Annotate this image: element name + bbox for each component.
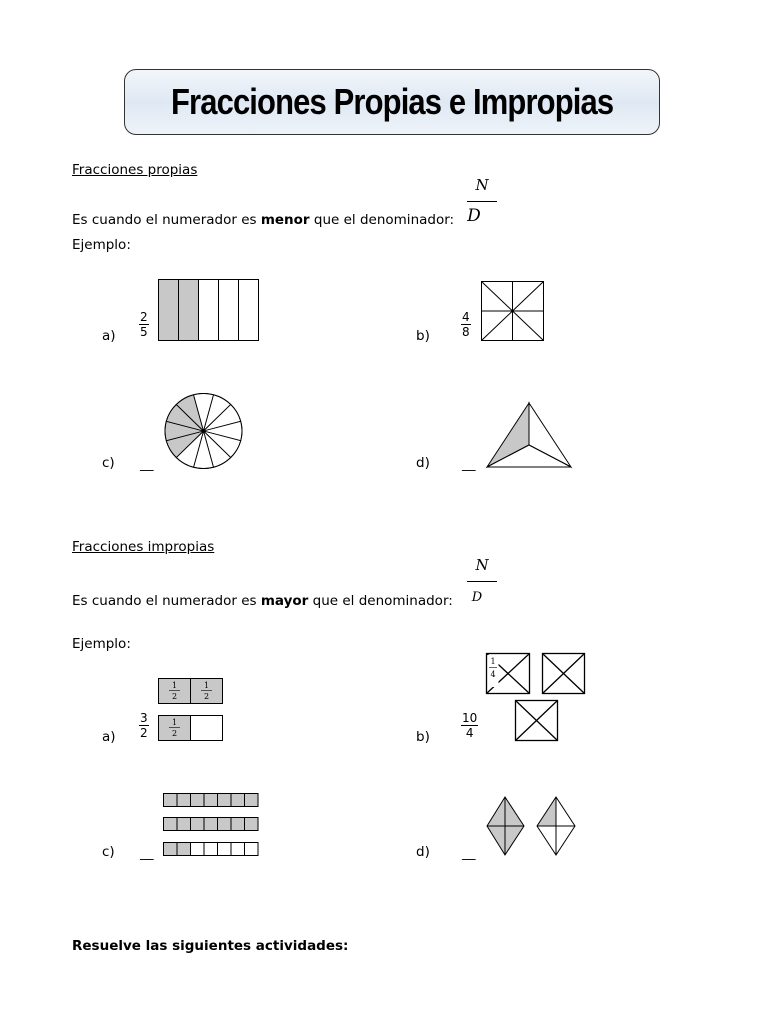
- page-title: Fracciones Propias e Impropias: [170, 81, 614, 122]
- proper-example-label: Ejemplo:: [72, 237, 131, 253]
- proper-example-a-fraction: [139, 310, 149, 339]
- quartered-square: [516, 701, 558, 741]
- fraction-denominator: 5: [140, 325, 148, 339]
- strip-cell: [164, 818, 178, 831]
- strip-cell: [218, 818, 232, 831]
- improper-symbol-numerator: N: [475, 556, 489, 574]
- strip-full-1: [164, 794, 259, 807]
- strip-cell: [231, 794, 245, 807]
- proper-example-b-fraction: [461, 310, 471, 339]
- strip-cell: [191, 794, 205, 807]
- strip-cell: [245, 843, 259, 856]
- strip-cell: [218, 794, 232, 807]
- improper-definition-start: Es cuando el numerador es: [72, 593, 261, 609]
- improper-definition: [72, 593, 453, 609]
- proper-definition-start: Es cuando el numerador es: [72, 212, 261, 228]
- diamond-full: [487, 797, 524, 855]
- proper-a-rectangle-figure: [158, 279, 260, 341]
- half-label-denominator: 2: [171, 729, 178, 738]
- half-label-denominator: 2: [171, 692, 178, 701]
- improper-b-squares-figure: [486, 652, 588, 744]
- activities-heading: Resuelve las siguientes actividades:: [72, 938, 349, 954]
- improper-definition-bold: mayor: [260, 593, 309, 609]
- diamond-partial: [537, 797, 575, 855]
- quartered-square: [543, 654, 585, 694]
- proper-example-c-label: c): [102, 455, 115, 471]
- strip-cell: [177, 818, 191, 831]
- improper-definition-end: que el denominador:: [308, 593, 453, 609]
- improper-c-strips-figure: [163, 793, 260, 858]
- improper-d-diamonds-figure: [486, 796, 578, 858]
- improper-example-label: Ejemplo:: [72, 636, 131, 652]
- half-label-numerator: 1: [171, 718, 178, 727]
- strip-cell: [191, 818, 205, 831]
- proper-heading: Fracciones propias: [72, 162, 198, 178]
- strip-cell: [177, 794, 191, 807]
- proper-example-d-label: d): [416, 455, 430, 471]
- improper-symbol-denominator: D: [471, 590, 483, 605]
- strip-full-2: [164, 818, 259, 831]
- proper-symbol-denominator: D: [467, 206, 481, 226]
- fraction-numerator: 3: [140, 711, 148, 725]
- proper-definition-end: que el denominador:: [309, 212, 455, 228]
- fraction-denominator: 4: [465, 726, 474, 740]
- strip-cell: [231, 818, 245, 831]
- fraction-numerator: 2: [140, 310, 148, 324]
- strip-cell: [164, 794, 178, 807]
- proper-d-triangle-figure: [486, 402, 572, 468]
- improper-example-b-fraction: [461, 711, 478, 740]
- improper-example-d-blank: __: [462, 845, 476, 861]
- strip-cell: [218, 843, 232, 856]
- fraction-numerator: 10: [462, 711, 478, 725]
- improper-heading: Fracciones impropias: [72, 539, 215, 555]
- proper-b-square-figure: [481, 281, 545, 341]
- half-label-numerator: 1: [203, 681, 210, 690]
- proper-symbol-numerator: N: [475, 176, 489, 194]
- improper-example-a-label: a): [102, 729, 116, 745]
- proper-symbol-bar: [467, 201, 497, 202]
- title-banner: [124, 69, 660, 135]
- fraction-denominator: 2: [140, 726, 148, 740]
- strip-cell: [245, 794, 259, 807]
- quarter-label-numerator: 1: [490, 657, 496, 666]
- strip-cell: [231, 843, 245, 856]
- proper-example-d-blank: __: [462, 456, 476, 472]
- proper-c-circle-figure: [164, 392, 244, 470]
- proper-example-a-label: a): [102, 328, 116, 344]
- strip-partial: [164, 843, 259, 856]
- strip-cell: [204, 843, 218, 856]
- strip-cell: [204, 818, 218, 831]
- proper-example-b-label: b): [416, 328, 430, 344]
- strip-cell: [164, 843, 178, 856]
- proper-example-c-blank: __: [140, 456, 154, 472]
- proper-definition: [72, 212, 454, 228]
- fraction-denominator: 8: [462, 325, 470, 339]
- proper-definition-bold: menor: [260, 212, 310, 228]
- improper-example-b-label: b): [416, 729, 430, 745]
- improper-example-c-label: c): [102, 844, 115, 860]
- quarter-label-denominator: 4: [490, 670, 496, 679]
- strip-cell: [191, 843, 205, 856]
- strip-cell: [245, 818, 259, 831]
- improper-example-c-blank: __: [140, 845, 154, 861]
- improper-example-a-fraction: [139, 711, 149, 740]
- improper-a-bars-figure: [158, 678, 224, 742]
- strip-cell: [204, 794, 218, 807]
- strip-cell: [177, 843, 191, 856]
- improper-example-d-label: d): [416, 844, 430, 860]
- half-label-numerator: 1: [171, 681, 178, 690]
- half-label-denominator: 2: [203, 692, 210, 701]
- improper-symbol-bar: [467, 581, 497, 582]
- fraction-numerator: 4: [462, 310, 470, 324]
